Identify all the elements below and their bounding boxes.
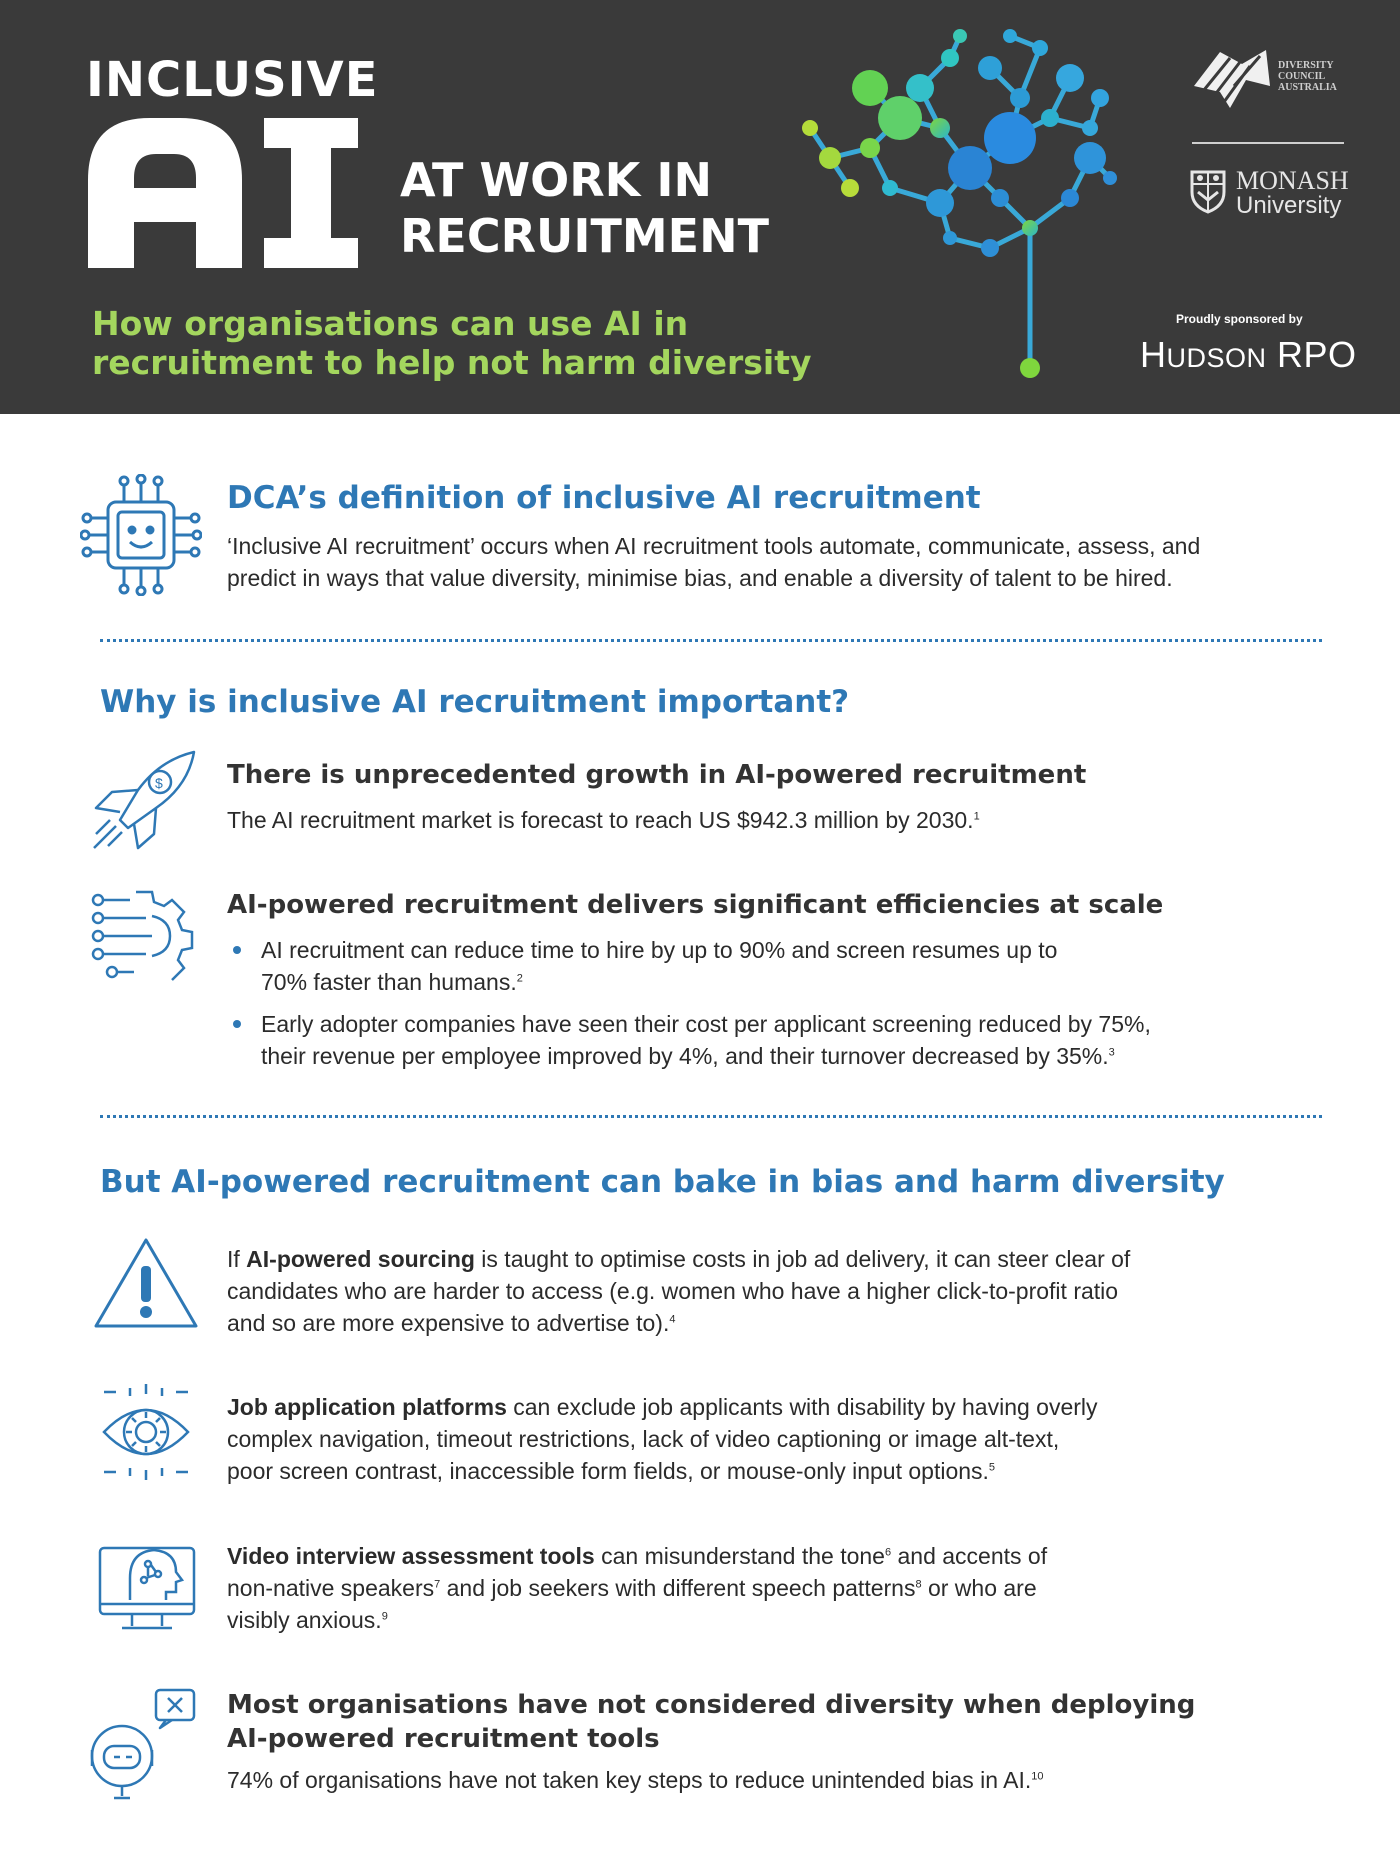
- text-run: non-native speakers: [227, 1575, 435, 1601]
- title-line-at-work: AT WORK IN: [400, 153, 712, 207]
- monash-name: MONASH: [1236, 166, 1349, 195]
- text-run: If: [227, 1246, 247, 1272]
- platforms-text: [227, 1391, 1347, 1487]
- definition-text: [227, 530, 1357, 594]
- chatbot-icon: [86, 1686, 198, 1804]
- footnote-ref: 10: [1031, 1770, 1044, 1783]
- bias-heading: But AI-powered recruitment can bake in bias and harm diversity: [100, 1164, 1225, 1200]
- gear-process-icon: [90, 886, 202, 982]
- bullet-line: their revenue per employee improved by 4%, and their turnover decreased by 35%.: [261, 1043, 1109, 1069]
- monash-crest-icon: [1188, 168, 1228, 214]
- text-run: visibly anxious.: [227, 1607, 382, 1633]
- eye-gear-icon: [96, 1380, 196, 1484]
- definition-line-1: ‘Inclusive AI recruitment’ occurs when AI recruitment tools automate, communicate, assess, and: [227, 533, 1201, 559]
- footnote-ref: 9: [381, 1610, 388, 1623]
- text-run: is taught to optimise costs in job ad delivery, it can steer clear of: [474, 1246, 1131, 1272]
- organisations-text: [227, 1764, 1044, 1796]
- sourcing-text: [227, 1243, 1347, 1339]
- bullet-line: AI recruitment can reduce time to hire by up to 90% and screen resumes up to: [261, 937, 1058, 963]
- neural-network-tree-icon: [790, 28, 1130, 388]
- sponsor-label: Proudly sponsored by: [1176, 312, 1303, 326]
- text-run: poor screen contrast, inaccessible form fields, or mouse-only input options.: [227, 1458, 989, 1484]
- importance-heading: Why is inclusive AI recruitment important?: [100, 684, 850, 720]
- warning-icon: [92, 1234, 200, 1332]
- monash-logo-text: [1236, 168, 1349, 218]
- subtitle-line-2: recruitment to help not harm diversity: [92, 343, 812, 382]
- text-line: complex navigation, timeout restrictions, lack of video captioning or image alt-text,: [227, 1426, 1060, 1452]
- dca-logo-text: [1278, 60, 1337, 93]
- dca-logo-line: AUSTRALIA: [1278, 82, 1337, 93]
- title-ai: [88, 118, 358, 268]
- video-bold: Video interview assessment tools: [227, 1543, 595, 1569]
- footnote-ref: 4: [669, 1313, 676, 1326]
- footnote-ref: 5: [988, 1461, 996, 1474]
- text-run: or who are: [921, 1575, 1037, 1601]
- dca-logo-icon: [1190, 46, 1274, 116]
- monash-university: University: [1236, 192, 1342, 219]
- growth-text: [227, 804, 980, 836]
- footnote-ref: 1: [973, 810, 980, 823]
- footnote-ref: 7: [434, 1578, 441, 1591]
- header-divider: [1192, 142, 1344, 144]
- sponsor-logo: HUDSON RPO: [1140, 334, 1357, 375]
- bullet-line: Early adopter companies have seen their cost per applicant screening reduced by 75%,: [261, 1011, 1151, 1037]
- efficiency-title: AI-powered recruitment delivers significant efficiencies at scale: [227, 890, 1164, 920]
- growth-title: There is unprecedented growth in AI-powered recruitment: [227, 760, 1087, 790]
- section-divider: [100, 639, 1322, 642]
- organisations-title-line-1: Most organisations have not considered diversity when deploying: [227, 1690, 1196, 1720]
- dca-logo-line: COUNCIL: [1278, 71, 1326, 82]
- definition-heading: DCA’s definition of inclusive AI recruitment: [227, 480, 981, 516]
- text-run: and accents of: [891, 1543, 1048, 1569]
- footnote-ref: 2: [516, 972, 523, 985]
- organisations-title-line-2: AI-powered recruitment tools: [227, 1724, 660, 1754]
- organisations-text-body: 74% of organisations have not taken key steps to reduce unintended bias in AI.: [227, 1767, 1032, 1793]
- chip-smile-icon: [80, 474, 202, 596]
- definition-line-2: predict in ways that value diversity, minimise bias, and enable a diversity of talent to be hired.: [227, 565, 1173, 591]
- text-run: and so are more expensive to advertise to).: [227, 1310, 670, 1336]
- header-subtitle: [92, 304, 812, 382]
- footnote-ref: 6: [884, 1546, 892, 1559]
- header-banner: [0, 0, 1400, 414]
- efficiency-bullets: [227, 934, 1327, 1082]
- growth-text-body: The AI recruitment market is forecast to reach US $942.3 million by 2030.: [227, 807, 974, 833]
- title-line-recruitment: RECRUITMENT: [400, 209, 769, 263]
- title-inclusive: INCLUSIVE: [86, 52, 379, 108]
- section-divider: [100, 1115, 1322, 1118]
- svg-text:$: $: [155, 775, 163, 791]
- rocket-icon: [90, 748, 200, 850]
- monitor-head-icon: [96, 1530, 198, 1634]
- text-run: can misunderstand the tone: [594, 1543, 885, 1569]
- sourcing-bold: AI-powered sourcing: [246, 1246, 475, 1272]
- platforms-bold: Job application platforms: [227, 1394, 507, 1420]
- video-text: [227, 1540, 1347, 1636]
- footnote-ref: 3: [1108, 1046, 1115, 1059]
- list-item: [227, 934, 1327, 998]
- dca-logo-line: DIVERSITY: [1278, 60, 1334, 71]
- text-run: can exclude job applicants with disability by having overly: [506, 1394, 1098, 1420]
- subtitle-line-1: How organisations can use AI in: [92, 304, 689, 343]
- text-run: and job seekers with different speech patterns: [440, 1575, 916, 1601]
- list-item: [227, 1008, 1327, 1072]
- footnote-ref: 8: [915, 1578, 922, 1591]
- bullet-line: 70% faster than humans.: [261, 969, 517, 995]
- organisations-title: [227, 1688, 1195, 1756]
- title-at-work-in-recruitment: [400, 152, 769, 264]
- text-line: candidates who are harder to access (e.g. women who have a higher click-to-profit ratio: [227, 1278, 1119, 1304]
